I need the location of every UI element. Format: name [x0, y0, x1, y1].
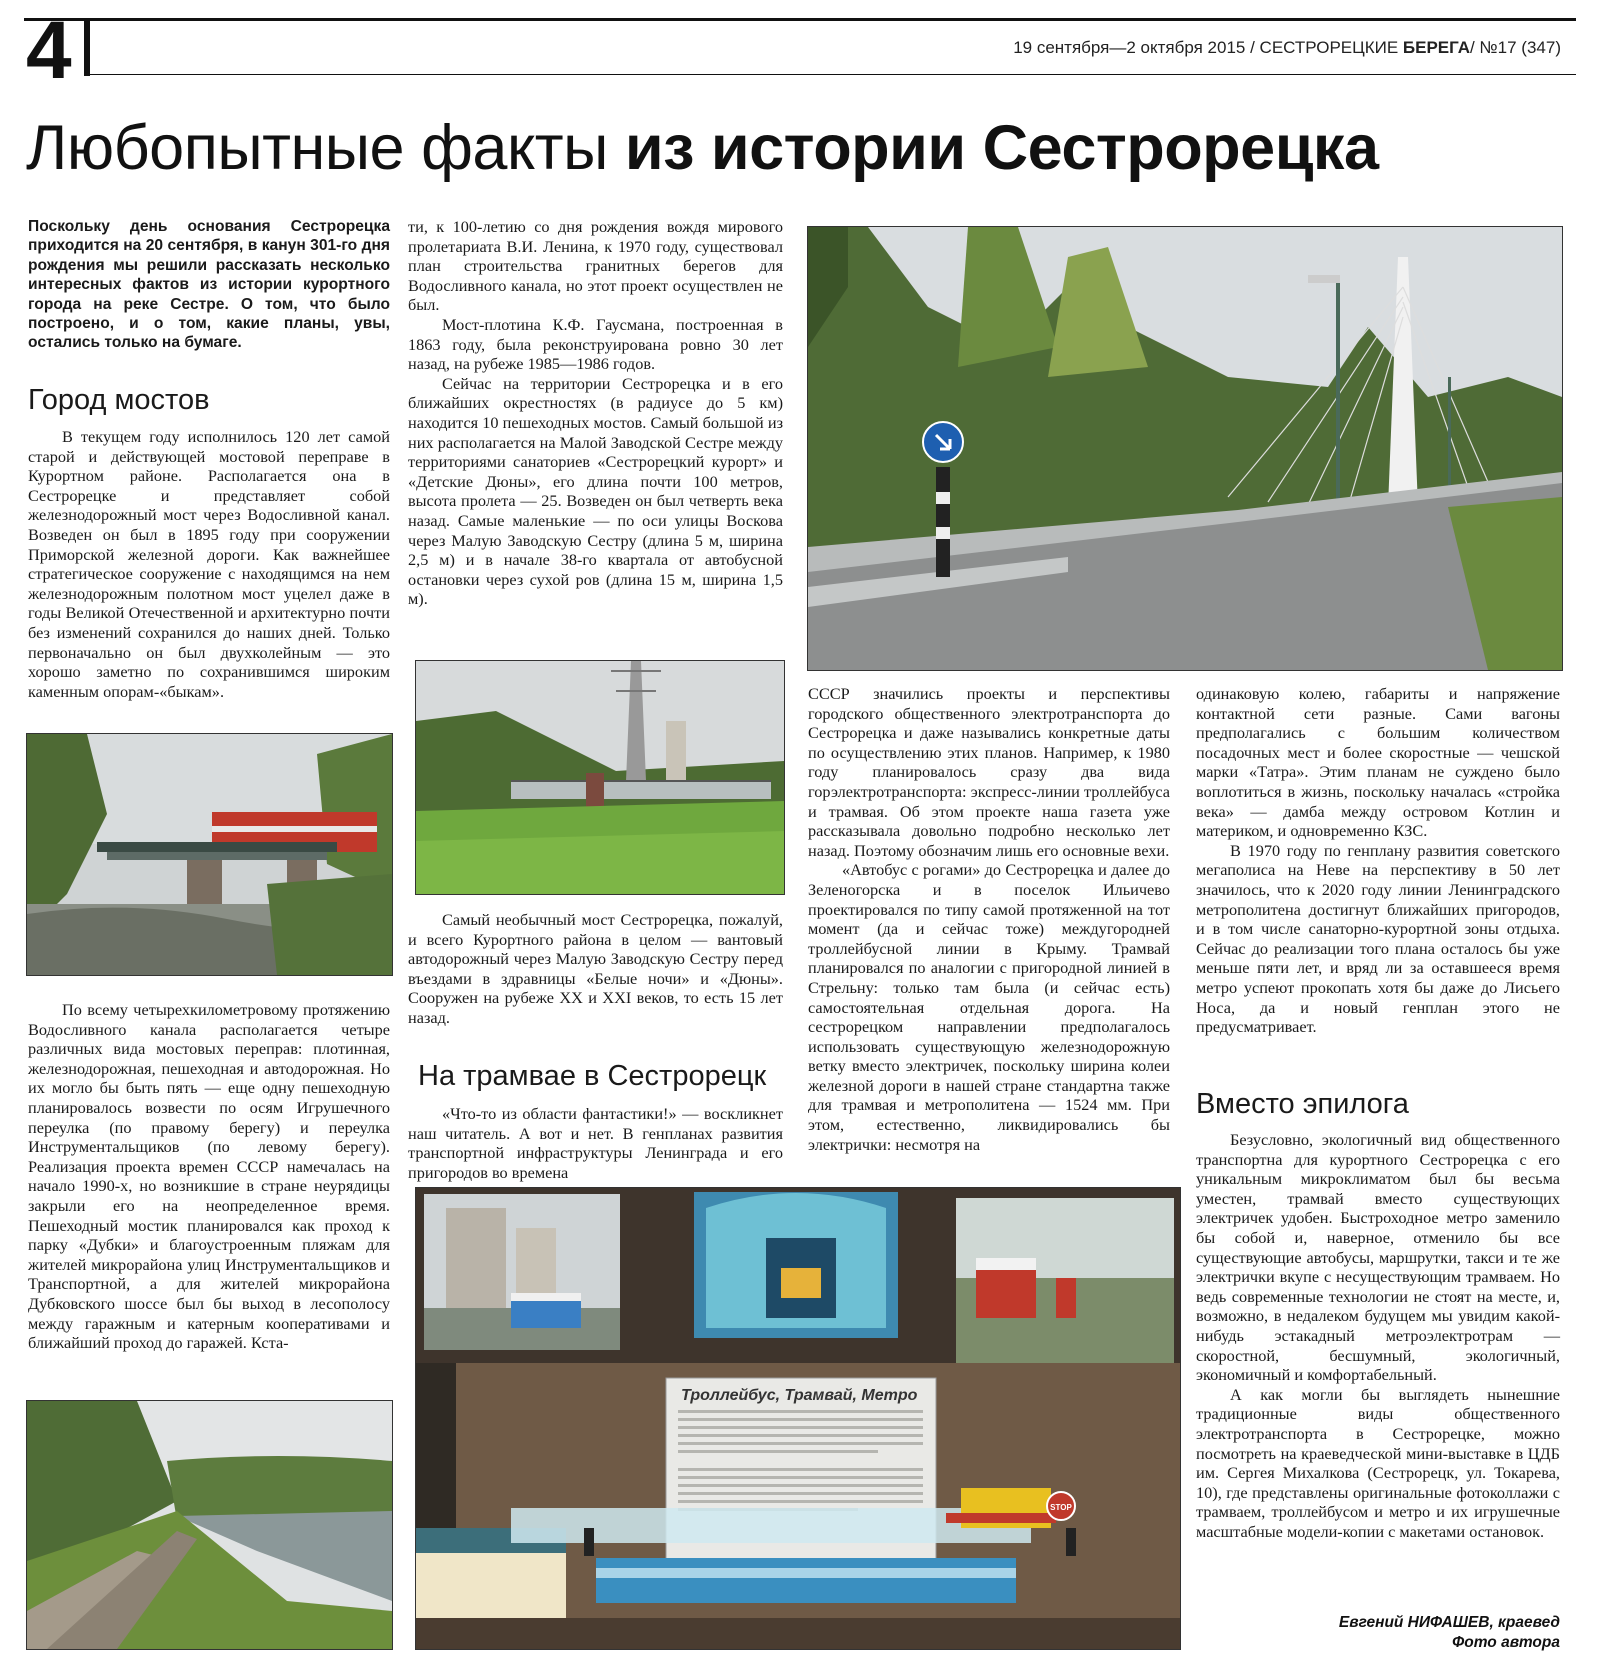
- article-column-1-top: [28, 427, 390, 701]
- header-bottom-rule: [90, 74, 1576, 75]
- section-title-tram: На трамвае в Сестрорецк: [418, 1060, 767, 1092]
- paragraph: Самый необычный мост Сестрорецка, пожалуй, и всего Курортного района в целом — вантовый автодорожный через Малую Заводскую Сестру перед въездами в здравницы «Белые ночи» и «Дюны». Сооружен на рубеже XX и XXI веков, то есть 15 лет назад.: [408, 910, 783, 1027]
- section-title-bridges: Город мостов: [28, 384, 210, 416]
- header-top-rule: [24, 18, 1576, 21]
- paragraph: «Автобус с рогами» до Сестрорецка и далее до Зеленогорска и в поселок Ильичево проектировался по типу самой протяженной на тот момент (да и сейчас тоже) междугородней троллейбусной линии в Крыму. Трамвай планировался по аналогии с пригородной линией в Стрельну: только там была (и сейчас есть) самостоятельная отдельная дорога. На сестрорецком направлении предполагалось использовать существующую железнодорожную ветку вместо электричек, поскольку ширина колеи железной дороги в нашей стране стандартна также для трамвая и метрополитена — 1524 мм. При этом, естественно, ликвидировались бы электрички: несмотря на: [808, 860, 1170, 1154]
- page-headline: [26, 108, 1379, 188]
- photo-railway-bridge: [26, 733, 393, 976]
- paragraph: В текущем году исполнилось 120 лет самой старой и действующей мостовой переправе в Курортном районе. Располагается она в Сестрорецке и представляет собой железнодорожный мост через Водосливной канал. Возведен он был в 1895 году при сооружении Приморской железной дороги. Как важнейшее стратегическое сооружение с находящимся на нем железнодорожным полотном мост уцелел даже в годы Великой Отечественной и архитектурно почти без изменений сохранился до наших дней. Только первоначально он был двухколейным — это хорошо заметно по сохранившимся широким каменным опорам-«быкам».: [28, 427, 390, 701]
- article-column-4-bottom: [1196, 1130, 1560, 1541]
- issue-brand: БЕРЕГА: [1402, 38, 1470, 57]
- headline-light: Любопытные факты: [26, 113, 625, 183]
- page-number-divider: [84, 18, 90, 76]
- photo-credit: Фото автора: [1452, 1634, 1560, 1651]
- article-column-1-bottom: [28, 1000, 390, 1353]
- photo-river-path: [26, 1400, 393, 1650]
- article-column-2-top: [408, 217, 783, 609]
- issue-line: [1013, 38, 1561, 58]
- photo-pedestrian-bridge: [415, 660, 785, 895]
- issue-dates: 19 сентября—2 октября 2015 / СЕСТРОРЕЦКИЕ: [1013, 38, 1403, 57]
- photo-cable-stayed-bridge: [807, 226, 1563, 671]
- issue-number: / №17 (347): [1469, 38, 1561, 57]
- article-column-2-middle: [408, 910, 783, 1028]
- paragraph: СССР значились проекты и перспективы городского общественного электротранспорта до Сестрорецка и даже назывались конкретные даты по осуществлению этих планов. Например, к 1980 году планировалось сразу два вида горэлектротранспорта: экспресс-линии троллейбуса и трамвая. Об этом проекте наша газета уже рассказывала довольно подробно несколько лет назад. Поэтому обозначим лишь его основные вехи.: [808, 684, 1170, 860]
- paragraph: В 1970 году по генплану развития советского мегаполиса на Неве на перспективу в 50 лет значилось, что к 2020 году линии Ленинградского метрополитена достигнут ближайших пригородов, и в том числе санаторно-курортной зоны отдыха. Сейчас до реализации того плана осталось бы уже меньше пяти лет, и вряд ли за оставшееся время метро успеют прокопать хотя бы даже до Лисьего Носа, да и новый генплан этого не предусматривает.: [1196, 840, 1560, 1037]
- section-title-epilogue: Вместо эпилога: [1196, 1088, 1409, 1120]
- article-column-3: [808, 684, 1170, 1154]
- paragraph: Безусловно, экологичный вид общественного транспортна для курортного Сестрорецка с его уникальным микроклиматом был бы весьма уместен, трамвай вместо существующих электричек удобен. Быстроходное метро заменило бы собой и, наверное, отменило бы все существующие автобусы, маршрутки, такси и те же электрички вкупе с несуществующим трамваем. Но ведь современные технологии не стоят на месте, и, возможно, в недалеком будущем мы увидим какой-нибудь эстакадный метроэлектротрам — скоростной, бесшумный, экологичный, экономичный и комфортабельный.: [1196, 1130, 1560, 1385]
- paragraph: ти, к 100-летию со дня рождения вождя мирового пролетариата В.И. Ленина, к 1970 году, существовал план строительства гранитных берегов для Водосливного канала, но этот проект осуществлен не был.: [408, 217, 783, 315]
- paragraph: По всему четырехкилометровому протяжению Водосливного канала располагается четыре различных вида мостовых переправ: плотинная, железнодорожная, пешеходная и автодорожная. Но их могло бы быть пять — еще одну пешеходную планировалось возвести по осям Игрушечного переулка (по правому берегу) и переулка Инструментальщиков (по левому берегу). Реализация проекта времен СССР намечалась на начало 1990-х, но возникшие в стране неурядицы закрыли его на неопределенное время. Пешеходный мостик планировался как проход к парку «Дубки» и благоустроенным пляжам для жителей микрорайона улиц Инструментальщиков и Транспортной, а для жителей микрорайона Дубковского шоссе был бы выход в лесополосу между гаражным и катерным кооперативами и ближайший проход до гаражей. Кста-: [28, 1000, 390, 1353]
- headline-bold: из истории Сестрорецка: [624, 113, 1379, 183]
- paragraph: одинаковую колею, габариты и напряжение контактной сети разные. Сами вагоны предполагались с большим количеством посадочных мест и более скоростные — чешской марки «Татра». Этим планам не суждено было воплотиться в жизнь, поскольку началась «стройка века» — дамба между островом Котлин и материком, и одновременно КЗС.: [1196, 684, 1560, 841]
- page-number: 4: [26, 5, 70, 96]
- paragraph: Мост-плотина К.Ф. Гаусмана, построенная в 1863 году, была реконструирована ровно 30 лет назад, на рубеже 1985—1986 годов.: [408, 314, 783, 374]
- stop-sign-text: STOP: [1050, 1503, 1072, 1512]
- article-column-2-bottom: [408, 1104, 783, 1182]
- exhibit-sign-title: Троллейбус, Трамвай, Метро: [681, 1387, 918, 1404]
- author-byline: Евгений НИФАШЕВ, краевед: [1338, 1614, 1560, 1631]
- paragraph: «Что-то из области фантастики!» — воскликнет наш читатель. А вот и нет. В генпланах развития транспортной инфраструктуры Ленинграда и его пригородов во времена: [408, 1104, 783, 1182]
- paragraph: А как могли бы выглядеть нынешние традиционные виды общественного электротранспорта в Сестрорецке, можно посмотреть на краеведческой мини-выставке в ЦДБ им. Сергея Михалкова (Сестрорецк, ул. Токарева, 10), где представлены оригинальные фотоколлажи с трамваем, троллейбусом и метро и их игрушечные масштабные модели-копии с макетами остановок.: [1196, 1384, 1560, 1541]
- article-column-4-top: [1196, 684, 1560, 1037]
- photo-transport-exhibition: [415, 1187, 1181, 1650]
- lede-paragraph: Поскольку день основания Сестрорецка приходится на 20 сентября, в канун 301-го дня рождения мы решили рассказать несколько интересных фактов из истории курортного города на реке Сестре. О том, что было построено, и о том, какие планы, увы, остались только на бумаге.: [28, 218, 390, 352]
- paragraph: Сейчас на территории Сестрорецка и в его ближайших окрестностях (в радиусе до 5 км) находится 10 пешеходных мостов. Самый большой из них располагается на Малой Заводской Сестре между территориями санаториев «Сестрорецкий курорт» и «Детские Дюны», его длина почти 100 метров, высота пролета — 25. Возведен он был четверть века назад. Самые маленькие — по оси улицы Воскова через Малую Заводскую Сестру (длина 5 м, ширина 2,5 м) и в начале 38-го квартала от автобусной остановки через сухой ров (длина 15 м, ширина 1,5 м).: [408, 373, 783, 609]
